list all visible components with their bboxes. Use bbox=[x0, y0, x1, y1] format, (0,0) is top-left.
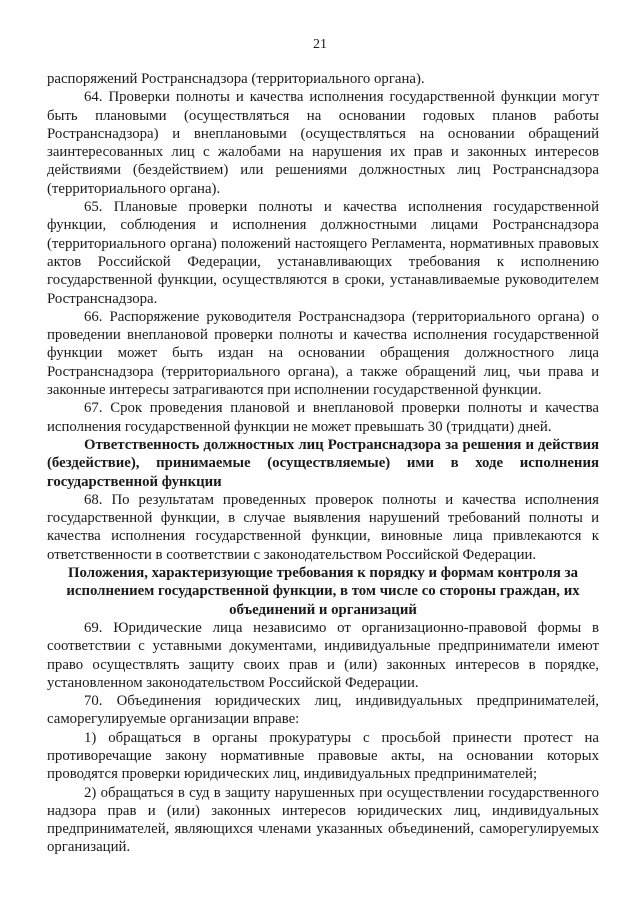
list-item-70-2: 2) обращаться в суд в защиту нарушенных при осуществлении государственного надзора прав и (или) законных интересов юридических лиц, индивидуальных предпринимателей, являющихся членами указанных объединений, саморегулируемых организаций. bbox=[47, 784, 599, 856]
paragraph-64: 64. Проверки полноты и качества исполнения государственной функции могут быть плановыми (осуществляться на основании годовых планов работы Ространснадзора) и внеплановыми (осуществляться на основании обращений заинтересованных лиц с жалобами на нарушения их прав и законных интересов действиями (бездействием) или решениями должностных лиц Ространснадзора (территориального органа). bbox=[47, 89, 599, 197]
paragraph-66: 66. Распоряжение руководителя Ространснадзора (территориального органа) о проведении внеплановой проверки полноты и качества исполнения государственной функции может быть издан на основании обращения должностного лица Ространснадзора (территориального органа), а также обращений лиц, чьи права и законные интересы затрагиваются при исполнении государственной функции. bbox=[47, 308, 599, 399]
list-item-70-1: 1) обращаться в органы прокуратуры с просьбой принести протест на противоречащие закону нормативные правовые акты, на основании которых проводятся проверки юридических лиц, индивидуальных предпринимателей; bbox=[47, 729, 599, 783]
paragraph-69: 69. Юридические лица независимо от организационно-правовой формы в соответствии с уставными документами, индивидуальные предприниматели имеют право осуществлять защиту своих прав и (или) законных интересов в порядке, установленном законодательством Российской Федерации. bbox=[47, 619, 599, 691]
section-heading-responsibility: Ответственность должностных лиц Ространснадзора за решения и действия (бездействие), принимаемые (осуществляемые) ими в ходе исполнения государственной функции bbox=[47, 436, 599, 490]
paragraph-65: 65. Плановые проверки полноты и качества исполнения государственной функции, соблюдения и исполнения должностными лицами Ространснадзора (территориального органа) положений настоящего Регламента, нормативных правовых актов Российской Федерации, устанавливающих требования к исполнению государственной функции, осуществляются в сроки, устанавливаемые руководителем Ространснадзора. bbox=[47, 199, 599, 307]
section-heading-control-requirements: Положения, характеризующие требования к порядку и формам контроля за исполнением государственной функции, в том числе со стороны граждан, их объединений и организаций bbox=[66, 565, 580, 618]
paragraph-67: 67. Срок проведения плановой и внеплановой проверки полноты и качества исполнения государственной функции не может превышать 30 (тридцати) дней. bbox=[47, 400, 599, 435]
paragraph-70: 70. Объединения юридических лиц, индивидуальных предпринимателей, саморегулируемые организации вправе: bbox=[47, 693, 599, 728]
page-number: 21 bbox=[313, 37, 327, 52]
paragraph-68: 68. По результатам проведенных проверок полноты и качества исполнения государственной функции, в случае выявления нарушений требований полноты и качества исполнения государственной функции, виновные лица привлекаются к ответственности в соответствии с законодательством Российской Федерации. bbox=[47, 491, 599, 563]
document-body bbox=[47, 70, 599, 857]
paragraph-continuation: распоряжений Ространснадзора (территориального органа). bbox=[47, 71, 425, 87]
